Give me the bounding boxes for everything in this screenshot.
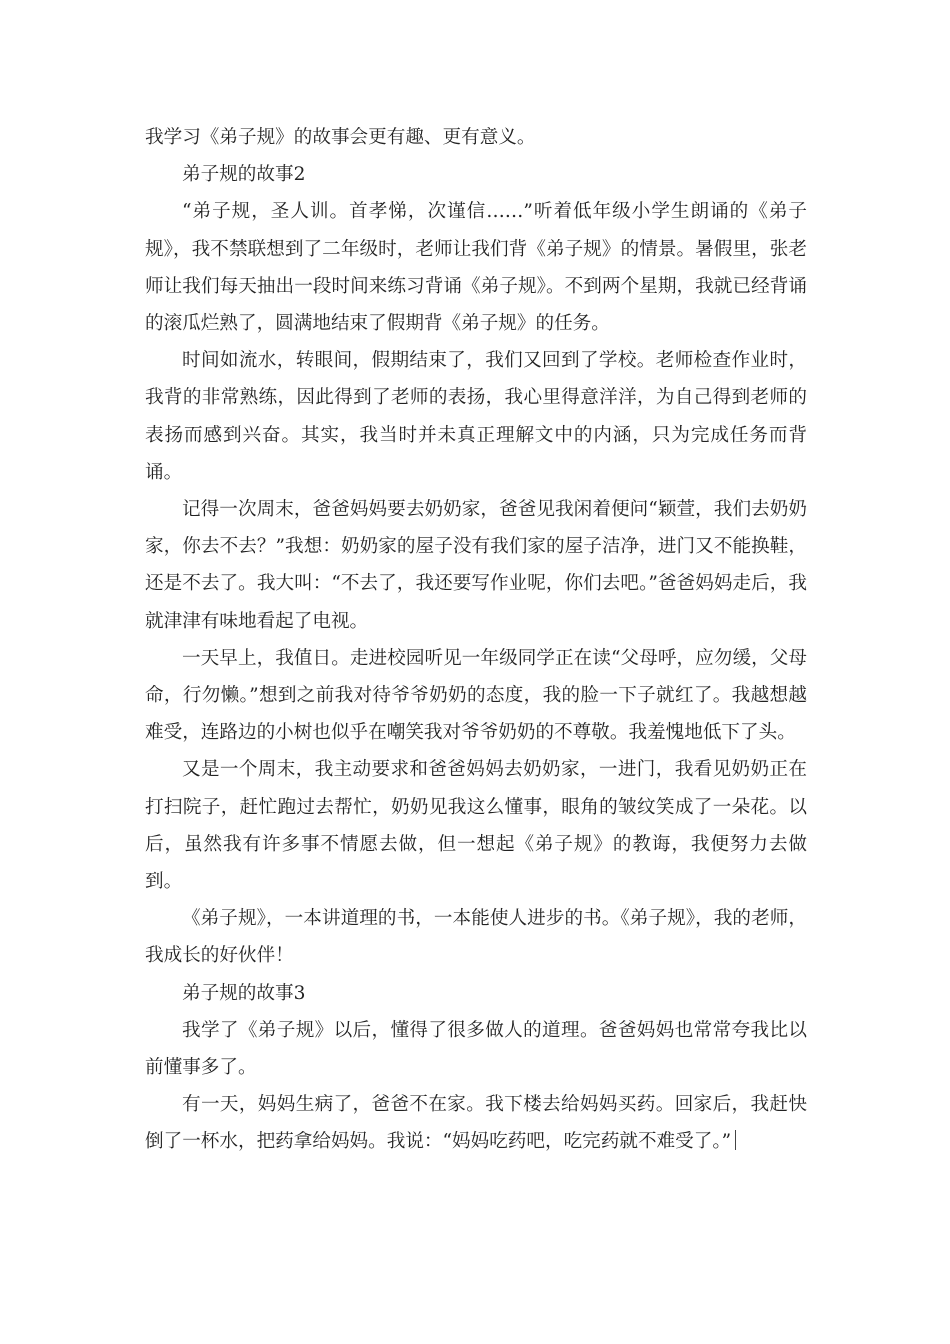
- section-heading-3: 弟子规的故事3: [182, 982, 306, 1004]
- text-cursor: [735, 1130, 736, 1150]
- paragraph: 时间如流水，转眼间，假期结束了，我们又回到了学校。老师检查作业时，我背的非常熟练，因此得到了老师的表扬，我心里得意洋洋，为自己得到老师的表扬而感到兴奋。其实，我当时并未真正理解文中的内涵，只为完成任务而背诵。: [145, 350, 807, 483]
- document-body: [145, 119, 807, 1161]
- paragraph: 我学了《弟子规》以后，懂得了很多做人的道理。爸爸妈妈也常常夸我比以前懂事多了。: [145, 1019, 807, 1079]
- paragraph: “弟子规，圣人训。首孝悌，次谨信……”听着低年级小学生朗诵的《弟子规》，我不禁联想到了二年级时，老师让我们背《弟子规》的情景。暑假里，张老师让我们每天抽出一段时间来练习背诵《弟子规》。不到两个星期，我就已经背诵的滚瓜烂熟了，圆满地结束了假期背《弟子规》的任务。: [145, 201, 807, 335]
- paragraph: 一天早上，我值日。走进校园听见一年级同学正在读“父母呼，应勿缓，父母命，行勿懒。”想到之前我对待爷爷奶奶的态度，我的脸一下子就红了。我越想越难受，连路边的小树也似乎在嘲笑我对爷爷奶奶的不尊敬。我羞愧地低下了头。: [145, 647, 807, 744]
- paragraph-last: [145, 1086, 807, 1160]
- paragraph-last-text: 有一天，妈妈生病了，爸爸不在家。我下楼去给妈妈买药。回家后，我赶快倒了一杯水，把药拿给妈妈。我说：“妈妈吃药吧，吃完药就不难受了。”: [145, 1094, 807, 1153]
- paragraph: 又是一个周末，我主动要求和爸爸妈妈去奶奶家，一进门，我看见奶奶正在打扫院子，赶忙跑过去帮忙，奶奶见我这么懂事，眼角的皱纹笑成了一朵花。以后，虽然我有许多事不情愿去做，但一想起《弟子规》的教诲，我便努力去做到。: [145, 759, 807, 893]
- paragraph-continued: 我学习《弟子规》的故事会更有趣、更有意义。: [145, 127, 536, 148]
- paragraph: 《弟子规》，一本讲道理的书，一本能使人进步的书。《弟子规》，我的老师，我成长的好伙伴！: [145, 908, 807, 967]
- paragraph: 记得一次周末，爸爸妈妈要去奶奶家，爸爸见我闲着便问“颖萱，我们去奶奶家，你去不去？”我想：奶奶家的屋子没有我们家的屋子洁净，进门又不能换鞋，还是不去了。我大叫：“不去了，我还要写作业呢，你们去吧。”爸爸妈妈走后，我就津津有味地看起了电视。: [145, 499, 807, 632]
- section-heading-2: 弟子规的故事2: [182, 164, 306, 186]
